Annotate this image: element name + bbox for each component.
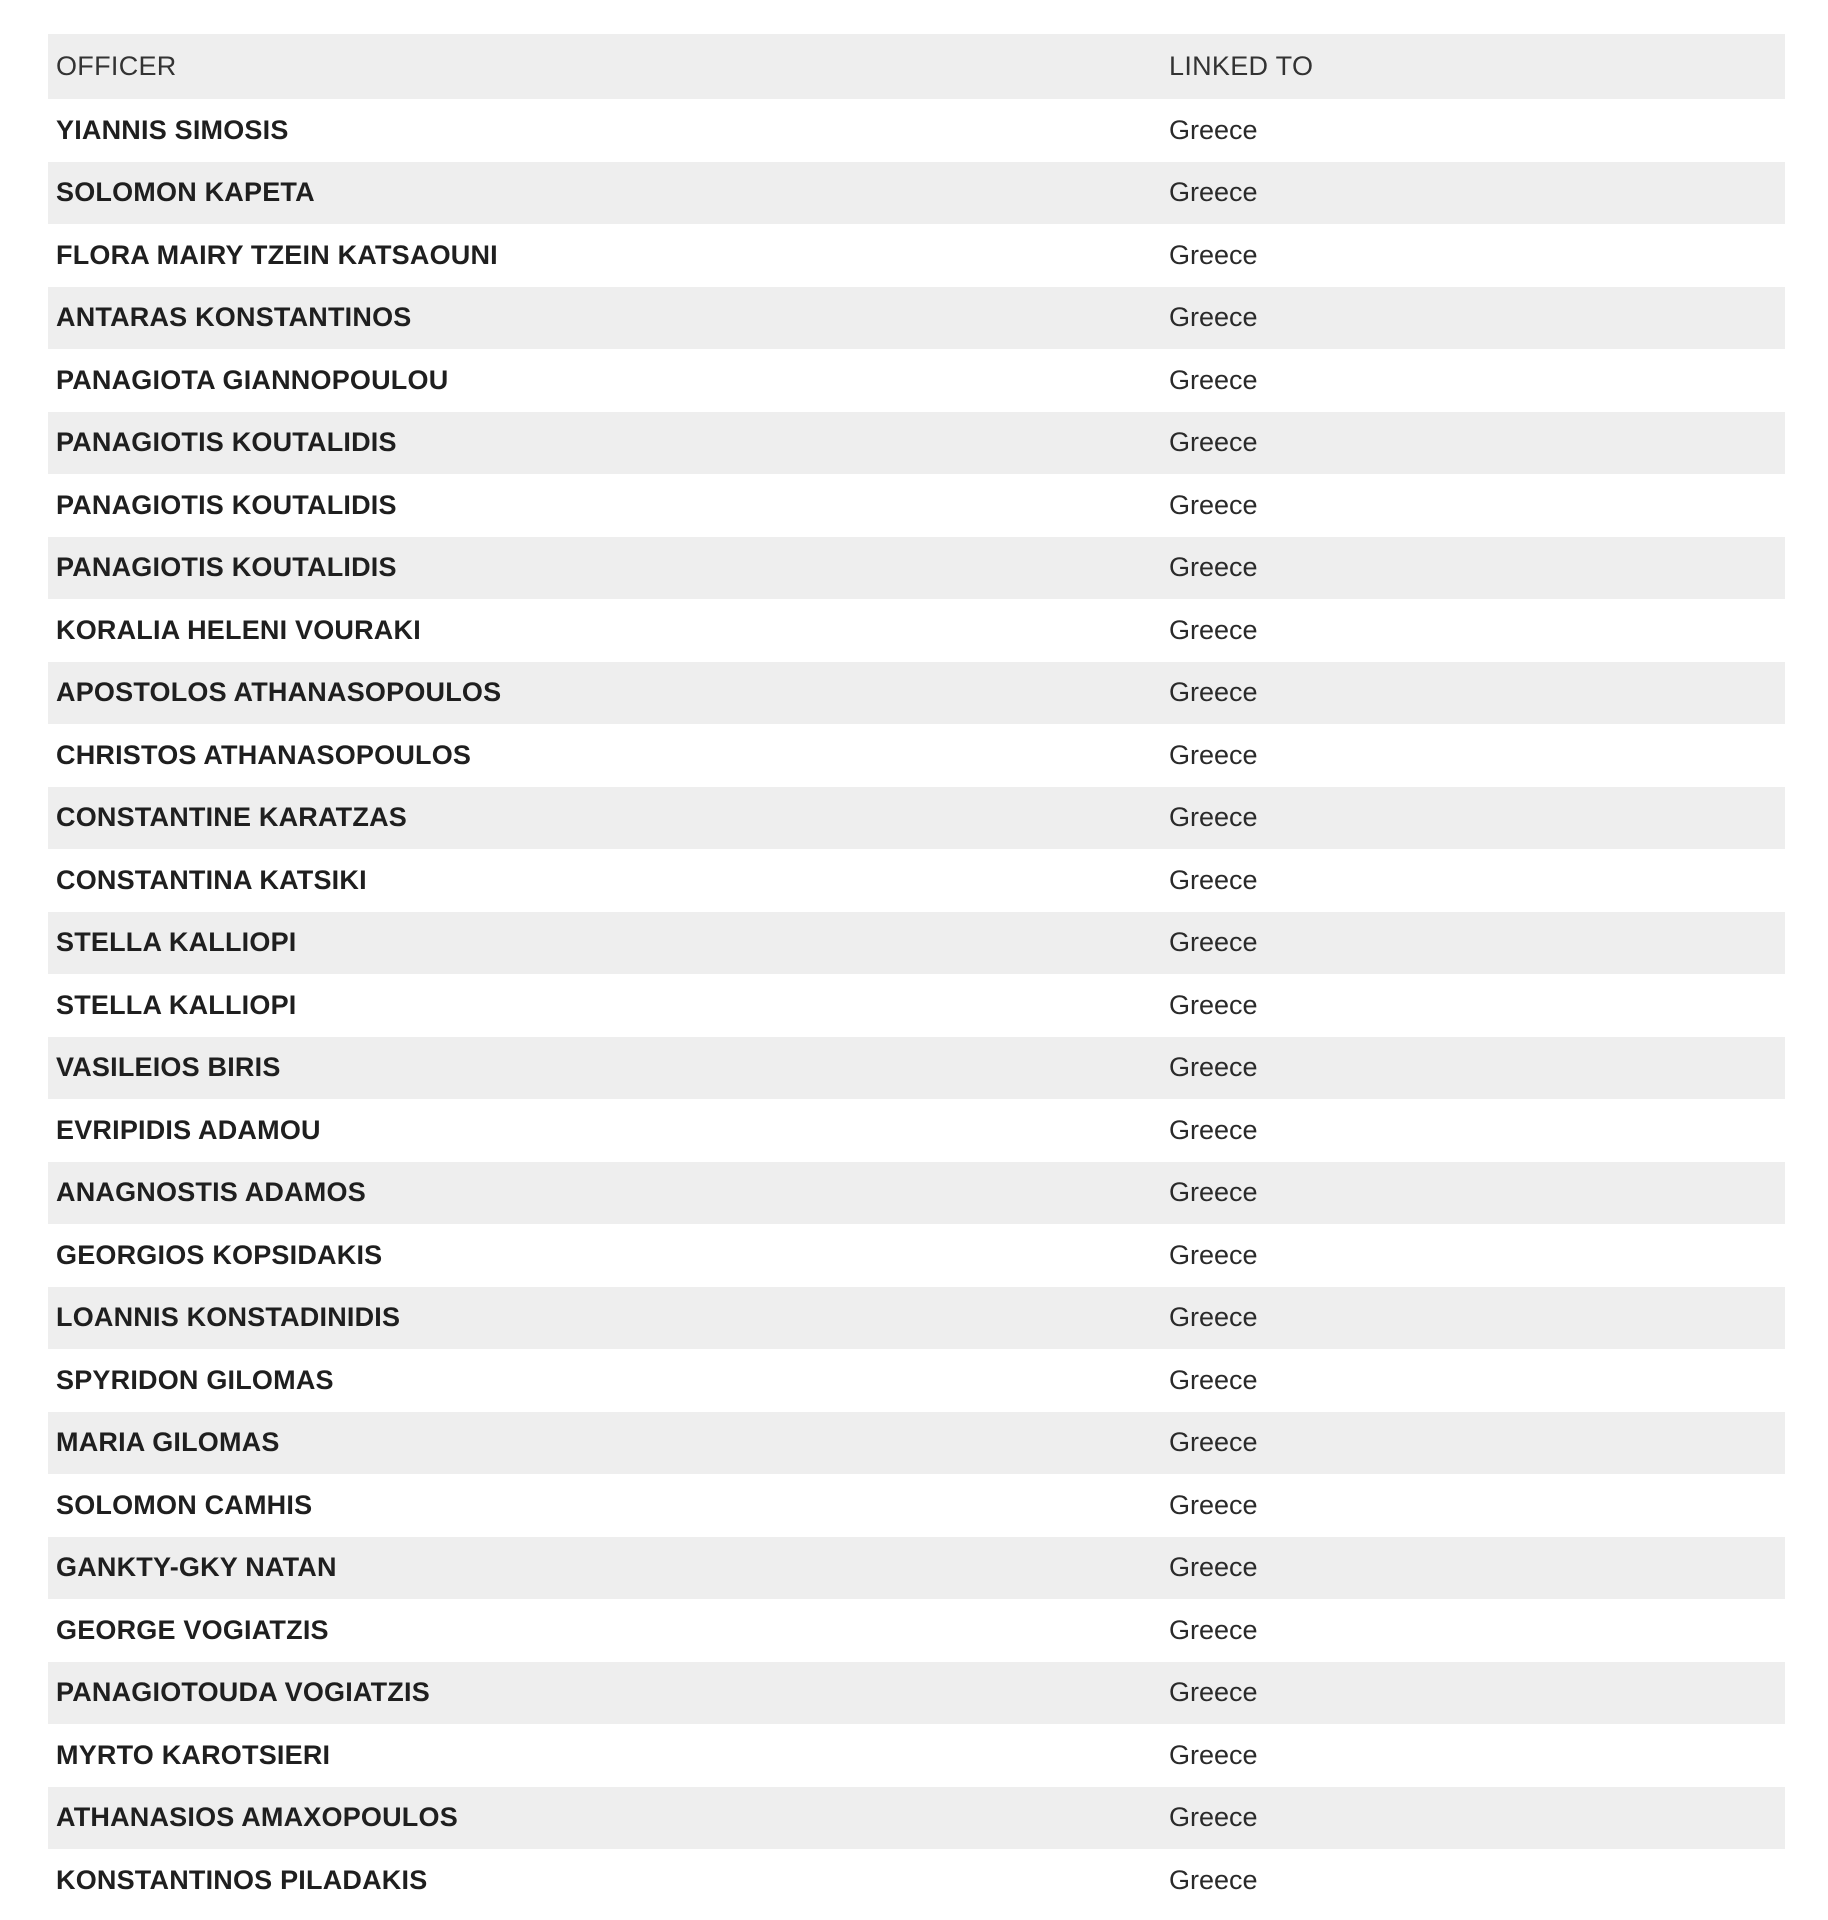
linked-to-country: Greece: [1169, 802, 1258, 833]
officer-name-link[interactable]: MARIA GILOMAS: [56, 1427, 280, 1458]
linked-to-country: Greece: [1169, 1614, 1258, 1645]
table-row[interactable]: [48, 724, 1785, 787]
officer-name-link[interactable]: PANAGIOTA GIANNOPOULOU: [56, 364, 449, 395]
table-row[interactable]: [48, 1224, 1785, 1287]
table-row[interactable]: [48, 1099, 1785, 1162]
table-row[interactable]: [48, 1662, 1785, 1725]
linked-to-country: Greece: [1169, 739, 1258, 770]
officer-name-link[interactable]: CHRISTOS ATHANASOPOULOS: [56, 739, 472, 770]
linked-to-country: Greece: [1169, 364, 1258, 395]
officer-name-link[interactable]: YIANNIS SIMOSIS: [56, 114, 289, 145]
table-row[interactable]: [48, 849, 1785, 912]
officer-name-link[interactable]: GEORGIOS KOPSIDAKIS: [56, 1239, 383, 1270]
officer-name-link[interactable]: GANKTY-GKY NATAN: [56, 1552, 337, 1583]
officer-name-link[interactable]: CONSTANTINA KATSIKI: [56, 864, 367, 895]
table-row[interactable]: [48, 1849, 1785, 1912]
linked-to-country: Greece: [1169, 677, 1258, 708]
table-row[interactable]: [48, 1162, 1785, 1225]
linked-to-country: Greece: [1169, 1677, 1258, 1708]
officer-name-link[interactable]: PANAGIOTIS KOUTALIDIS: [56, 489, 397, 520]
linked-to-country: Greece: [1169, 1739, 1258, 1770]
linked-to-country: Greece: [1169, 614, 1258, 645]
table-row[interactable]: [48, 1037, 1785, 1100]
officer-name-link[interactable]: APOSTOLOS ATHANASOPOULOS: [56, 677, 502, 708]
linked-to-country: Greece: [1169, 239, 1258, 270]
officer-name-link[interactable]: PANAGIOTOUDA VOGIATZIS: [56, 1677, 430, 1708]
officer-name-link[interactable]: PANAGIOTIS KOUTALIDIS: [56, 427, 397, 458]
table-row[interactable]: [48, 349, 1785, 412]
linked-to-country: Greece: [1169, 1239, 1258, 1270]
linked-to-country: Greece: [1169, 1427, 1258, 1458]
table-row[interactable]: [48, 1474, 1785, 1537]
table-row[interactable]: [48, 99, 1785, 162]
table-row[interactable]: [48, 599, 1785, 662]
officer-name-link[interactable]: EVRIPIDIS ADAMOU: [56, 1114, 321, 1145]
linked-to-country: Greece: [1169, 177, 1258, 208]
linked-to-country: Greece: [1169, 927, 1258, 958]
table-row[interactable]: [48, 1599, 1785, 1662]
table-header-row: [48, 34, 1785, 99]
table-row[interactable]: [48, 287, 1785, 350]
linked-to-country: Greece: [1169, 1489, 1258, 1520]
officer-name-link[interactable]: PANAGIOTIS KOUTALIDIS: [56, 552, 397, 583]
officers-table: [48, 34, 1785, 1912]
table-row[interactable]: [48, 412, 1785, 475]
table-row[interactable]: [48, 912, 1785, 975]
linked-to-country: Greece: [1169, 864, 1258, 895]
officer-name-link[interactable]: ANTARAS KONSTANTINOS: [56, 302, 412, 333]
officer-name-link[interactable]: GEORGE VOGIATZIS: [56, 1614, 329, 1645]
table-row[interactable]: [48, 787, 1785, 850]
linked-to-country: Greece: [1169, 1802, 1258, 1833]
officer-name-link[interactable]: SOLOMON KAPETA: [56, 177, 315, 208]
linked-to-country: Greece: [1169, 114, 1258, 145]
officer-name-link[interactable]: ANAGNOSTIS ADAMOS: [56, 1177, 366, 1208]
linked-to-country: Greece: [1169, 1864, 1258, 1895]
table-row[interactable]: [48, 1787, 1785, 1850]
table-body: [48, 99, 1785, 1912]
table-row[interactable]: [48, 974, 1785, 1037]
column-header-officer[interactable]: OFFICER: [56, 51, 177, 81]
linked-to-country: Greece: [1169, 1114, 1258, 1145]
linked-to-country: Greece: [1169, 302, 1258, 333]
officer-name-link[interactable]: KONSTANTINOS PILADAKIS: [56, 1864, 428, 1895]
linked-to-country: Greece: [1169, 1302, 1258, 1333]
linked-to-country: Greece: [1169, 1552, 1258, 1583]
linked-to-country: Greece: [1169, 552, 1258, 583]
linked-to-country: Greece: [1169, 1364, 1258, 1395]
officer-name-link[interactable]: CONSTANTINE KARATZAS: [56, 802, 407, 833]
officer-name-link[interactable]: FLORA MAIRY TZEIN KATSAOUNI: [56, 239, 498, 270]
table-row[interactable]: [48, 224, 1785, 287]
table-row[interactable]: [48, 1412, 1785, 1475]
column-header-linked-to[interactable]: LINKED TO: [1169, 51, 1314, 81]
linked-to-country: Greece: [1169, 427, 1258, 458]
officer-name-link[interactable]: SPYRIDON GILOMAS: [56, 1364, 334, 1395]
linked-to-country: Greece: [1169, 989, 1258, 1020]
officer-name-link[interactable]: LOANNIS KONSTADINIDIS: [56, 1302, 401, 1333]
table-row[interactable]: [48, 1349, 1785, 1412]
officer-name-link[interactable]: VASILEIOS BIRIS: [56, 1052, 281, 1083]
linked-to-country: Greece: [1169, 1177, 1258, 1208]
linked-to-country: Greece: [1169, 1052, 1258, 1083]
table-row[interactable]: [48, 162, 1785, 225]
table-row[interactable]: [48, 474, 1785, 537]
officer-name-link[interactable]: ATHANASIOS AMAXOPOULOS: [56, 1802, 458, 1833]
officer-name-link[interactable]: KORALIA HELENI VOURAKI: [56, 614, 421, 645]
table-row[interactable]: [48, 1537, 1785, 1600]
table-row[interactable]: [48, 537, 1785, 600]
officer-name-link[interactable]: STELLA KALLIOPI: [56, 927, 297, 958]
officer-name-link[interactable]: STELLA KALLIOPI: [56, 989, 297, 1020]
table-row[interactable]: [48, 662, 1785, 725]
table-row[interactable]: [48, 1287, 1785, 1350]
table-row[interactable]: [48, 1724, 1785, 1787]
linked-to-country: Greece: [1169, 489, 1258, 520]
officer-name-link[interactable]: SOLOMON CAMHIS: [56, 1489, 313, 1520]
officer-name-link[interactable]: MYRTO KAROTSIERI: [56, 1739, 331, 1770]
